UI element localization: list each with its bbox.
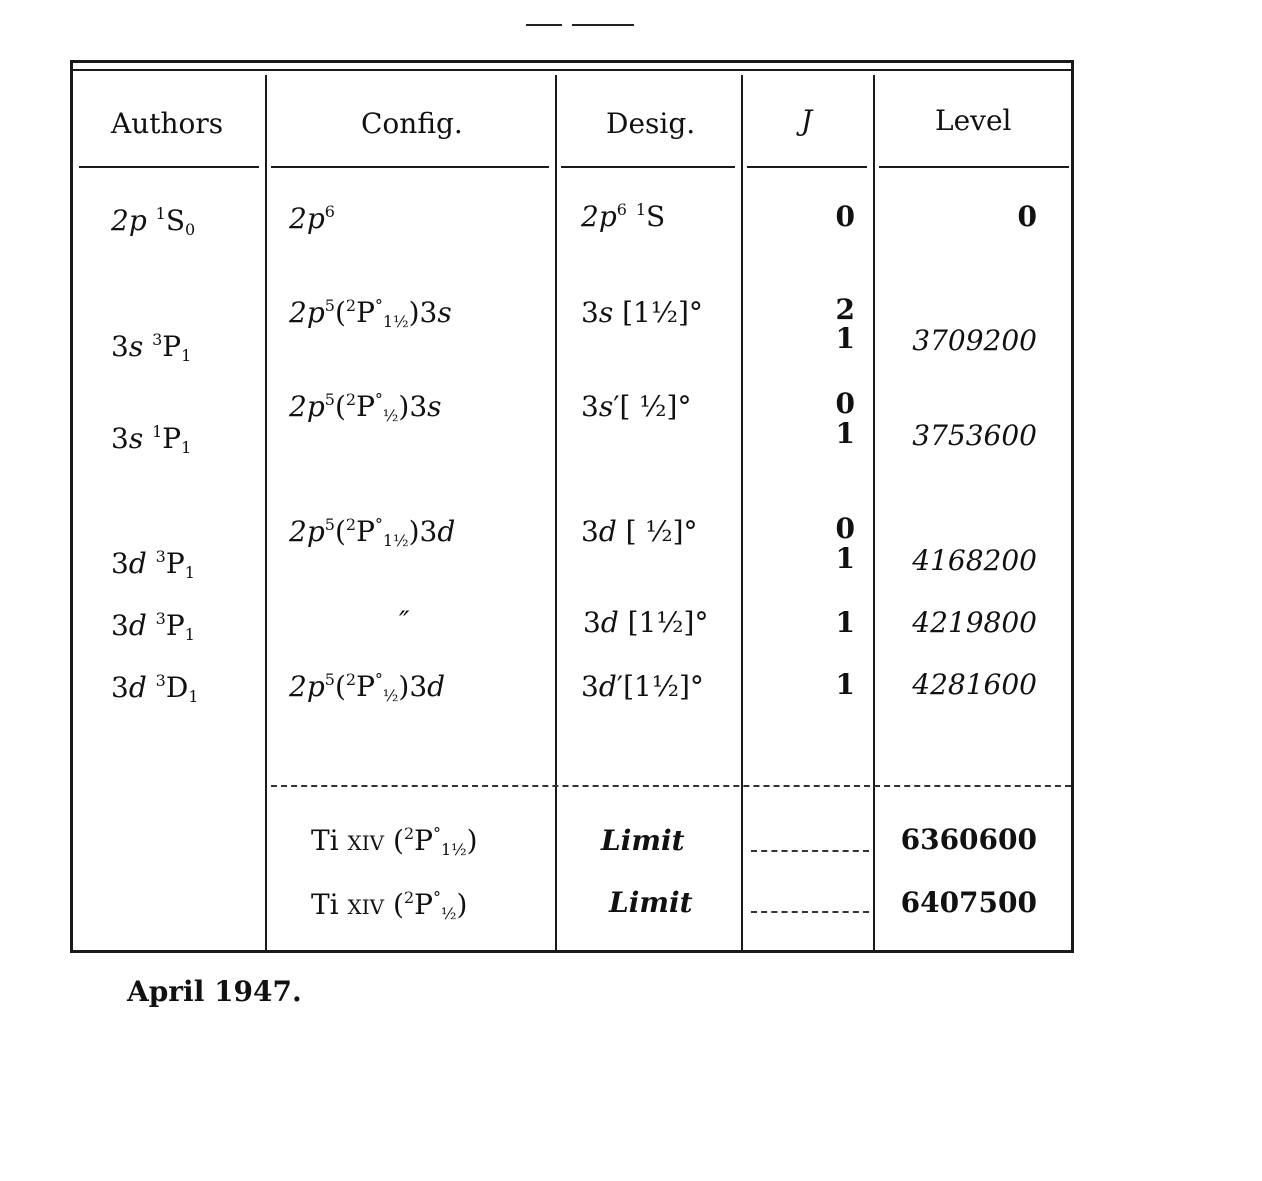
authors-cell: 3d $^3P_1$ — [111, 609, 195, 644]
limit-config-cell: Ti xiv $(^2P^\circ_{1\frac{1}{2}})$ — [311, 824, 478, 859]
top-mark-short — [526, 24, 562, 26]
level-cell: 4168200 — [912, 544, 1037, 577]
limit-desig-cell: Limit — [601, 824, 685, 857]
header-desig: Desig. — [606, 107, 696, 140]
config-cell: $2p^5(^2P^\circ_{1\frac{1}{2}})3s$ — [289, 296, 452, 331]
limit-level-cell: 6360600 — [900, 823, 1037, 856]
j-cell: 1 — [835, 322, 855, 355]
config-cell: $2p^5(^2P^\circ_{\frac{1}{2}})3d$ — [289, 670, 446, 705]
j-cell: 1 — [835, 668, 855, 701]
authors-cell: 3d $^3P_1$ — [111, 547, 195, 582]
j-cell: 0 — [835, 387, 855, 420]
ditto-mark: ″ — [399, 605, 410, 638]
j-cell: 1 — [835, 542, 855, 575]
desig-cell: 3s′[ ½]° — [581, 390, 692, 423]
header-rule — [879, 166, 1069, 168]
level-cell: 0 — [1017, 200, 1037, 233]
j-cell: 1 — [835, 417, 855, 450]
level-cell: 4281600 — [912, 668, 1037, 701]
top-mark-long — [572, 24, 634, 26]
j-cell: 0 — [835, 512, 855, 545]
limit-config-cell: Ti xiv $(^2P^\circ_{\frac{1}{2}})$ — [311, 888, 468, 923]
j-cell: 2 — [835, 293, 855, 326]
header-config: Config. — [361, 107, 463, 140]
level-cell: 3709200 — [912, 324, 1037, 357]
header-rule — [79, 166, 259, 168]
desig-cell: $2p^6$ $^1$S — [581, 200, 666, 233]
header-rule — [747, 166, 867, 168]
header-authors: Authors — [111, 107, 224, 140]
energy-level-table — [70, 60, 1074, 953]
desig-cell: 3s [1½]° — [581, 296, 703, 329]
desig-cell: 3d [ ½]° — [581, 515, 698, 548]
limit-separator — [271, 785, 1071, 787]
column-divider — [741, 75, 743, 950]
authors-cell: 3d $^3D_1$ — [111, 671, 199, 706]
config-cell: $2p^6$ — [289, 202, 335, 235]
column-divider — [265, 75, 267, 950]
limit-level-cell: 6407500 — [900, 886, 1037, 919]
config-cell: $2p^5(^2P^\circ_{\frac{1}{2}})3s$ — [289, 390, 442, 425]
empty-j-placeholder — [751, 850, 869, 852]
column-divider — [555, 75, 557, 950]
j-cell: 1 — [835, 606, 855, 639]
desig-cell: 3d [1½]° — [583, 606, 709, 639]
level-cell: 4219800 — [912, 606, 1037, 639]
authors-cell: 2p $^1S_0$ — [111, 204, 196, 239]
limit-desig-cell: Limit — [609, 886, 693, 919]
header-level: Level — [935, 104, 1012, 137]
empty-j-placeholder — [751, 911, 869, 913]
j-cell: 0 — [835, 200, 855, 233]
header-rule — [271, 166, 549, 168]
authors-cell: 3s $^1P_1$ — [111, 422, 192, 457]
header-rule — [561, 166, 735, 168]
config-cell: $2p^5(^2P^\circ_{1\frac{1}{2}})3d$ — [289, 515, 456, 550]
table-top-rule — [73, 69, 1071, 71]
level-cell: 3753600 — [912, 419, 1037, 452]
column-divider — [873, 75, 875, 950]
date-footnote: April 1947. — [127, 975, 302, 1008]
desig-cell: 3d′[1½]° — [581, 670, 704, 703]
header-j: J — [801, 104, 813, 137]
authors-cell: 3s $^3P_1$ — [111, 330, 192, 365]
